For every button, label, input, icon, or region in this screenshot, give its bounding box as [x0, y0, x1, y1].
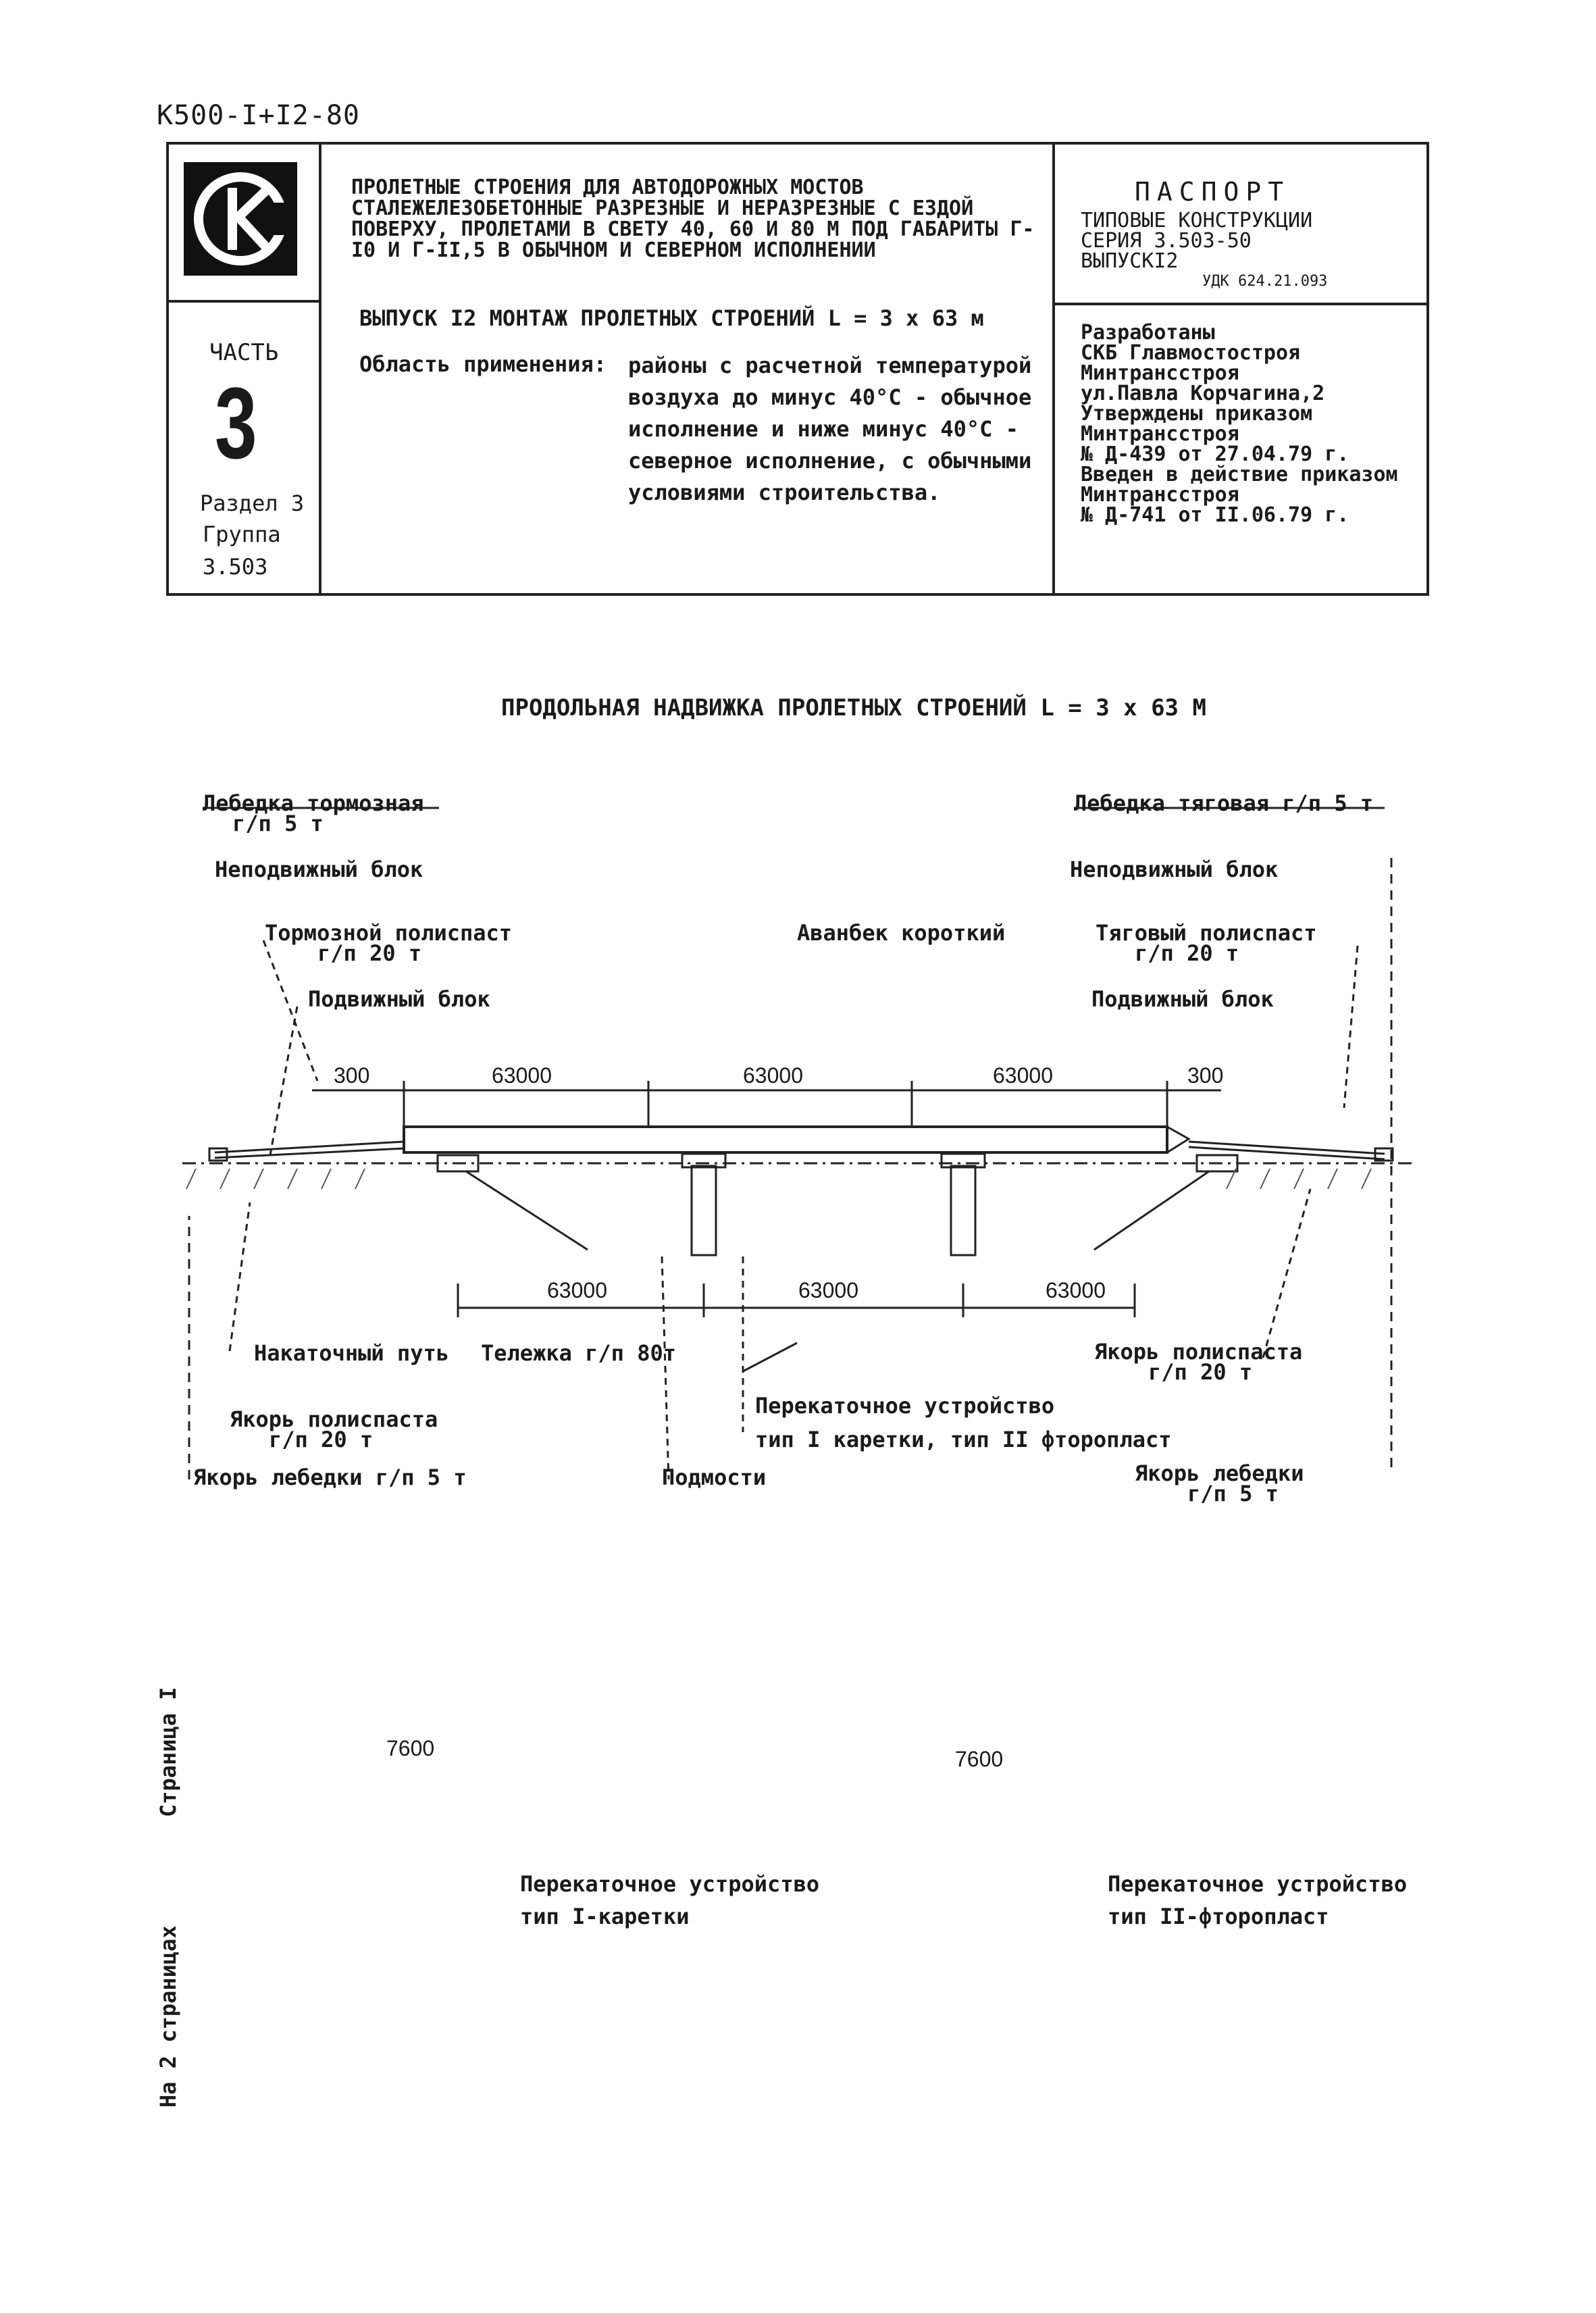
brake-tackle-label: Тормозной полиспаст [265, 920, 513, 946]
scaffold-label: Подмости [662, 1465, 767, 1490]
anchor-tackle-right-label: Якорь полиспаста [1094, 1339, 1303, 1365]
developer-line: Минтрансстроя [1081, 483, 1239, 507]
passport-line: СЕРИЯ 3.503-50 [1081, 229, 1252, 253]
detail-right-caption: Перекаточное устройство [1108, 1871, 1408, 1897]
developer-line: ул.Павла Корчагина,2 [1081, 382, 1325, 405]
anchor-left [209, 1148, 227, 1161]
developer-line: Минтрансстроя [1081, 361, 1239, 385]
dimension-bottom: 63000 [547, 1278, 607, 1302]
anchor-tackle-left-capacity: г/п 20 т [269, 1427, 374, 1452]
dimension-top: 63000 [743, 1063, 803, 1088]
issue-line: ВЫПУСК I2 МОНТАЖ ПРОЛЕТНЫХ СТРОЕНИЙ L = 3 х 63 м [359, 305, 984, 331]
fixed-block-left-label: Неподвижный блок [215, 857, 423, 882]
group-code: 3.503 [203, 554, 268, 580]
developer-line: СКБ Главмостостроя [1081, 341, 1301, 365]
document-title: ПРОЛЕТНЫЕ СТРОЕНИЯ ДЛЯ АВТОДОРОЖНЫХ МОСТОВ СТАЛЕЖЕЛЕЗОБЕТОННЫЕ РАЗРЕЗНЫЕ И НЕРАЗРЕЗНЫЕ С ЕЗДОЙ ПОВЕРХУ, ПРОЛЕТАМИ В СВЕТУ 40, 60 И 80 М ПОД ГАБАРИТЫ Г-I0 И Г-II,5 В ОБЫЧНОМ И СЕВЕРНОМ ИСПОЛНЕНИИ [351, 176, 1035, 262]
brake-winch-label: Лебедка тормозная [203, 790, 424, 816]
detail-right-type: тип II-фторопласт [1108, 1904, 1329, 1929]
avanbek-label: Аванбек короткий [797, 920, 1006, 946]
developer-line: № Д-741 от II.06.79 г. [1081, 503, 1349, 527]
traction-tackle-line [1189, 1142, 1385, 1154]
udk-code: УДК 624.21.093 [1202, 273, 1328, 290]
traction-tackle-capacity: г/п 20 т [1135, 940, 1239, 966]
developer-line: Минтрансстроя [1081, 422, 1239, 446]
anchor-tackle-right-capacity: г/п 20 т [1148, 1359, 1253, 1385]
detail-right-width: 7600 [955, 1747, 1004, 1771]
part-label: ЧАСТЬ [209, 339, 279, 366]
traction-tackle-label: Тяговый полиспаст [1096, 920, 1317, 946]
developer-line: Введен в действие приказом [1081, 463, 1398, 486]
anchor-winch-right-label: Якорь лебедки [1135, 1460, 1304, 1486]
scope-text: районы с расчетной температурой воздуха до минус 40°С - обычное исполнение и ниже минус 40°С - северное исполнение, с обычными условиями строительства. [628, 353, 1032, 505]
trolley-label: Тележка г/п 80т [481, 1340, 676, 1366]
anchor-tackle-left-label: Якорь полиспаста [230, 1406, 438, 1432]
section-label: Раздел 3 [200, 490, 305, 516]
embankment-left [466, 1171, 588, 1250]
avanbek-nose [1167, 1127, 1189, 1152]
document-code: К500-I+I2-80 [157, 100, 360, 131]
scope-label: Область применения: [359, 351, 607, 377]
brake-tackle-capacity: г/п 20 т [317, 940, 422, 966]
movable-block-right-label: Подвижный блок [1091, 986, 1274, 1012]
passport-title: ПАСПОРТ [1135, 177, 1291, 207]
girder [404, 1127, 1167, 1152]
passport-line: ВЫПУСКI2 [1081, 249, 1179, 273]
drawing-title: ПРОДОЛЬНАЯ НАДВИЖКА ПРОЛЕТНЫХ СТРОЕНИЙ L = 3 х 63 М [501, 694, 1206, 721]
dimension-top: 63000 [993, 1063, 1053, 1088]
embankment-right [1094, 1171, 1209, 1250]
movable-block-left-label: Подвижный блок [308, 986, 490, 1012]
rolling-track-label: Накаточный путь [254, 1340, 449, 1366]
developer-line: № Д-439 от 27.04.79 г. [1081, 442, 1349, 466]
fixed-block-right-label: Неподвижный блок [1070, 857, 1279, 882]
developer-line: Разработаны [1081, 321, 1215, 345]
developer-line: Утверждены приказом [1081, 402, 1313, 426]
brake-winch-capacity: г/п 5 т [232, 811, 324, 836]
transfer-device-types: тип I каретки, тип II фторопласт [755, 1427, 1172, 1452]
group-label: Группа [203, 522, 281, 547]
part-number: 3 [215, 366, 257, 480]
detail-left-type: тип I-каретки [520, 1904, 690, 1929]
pier [692, 1166, 716, 1255]
transfer-device-label: Перекаточное устройство [755, 1393, 1055, 1419]
page-total: На 2 страницах [155, 1925, 181, 2108]
passport-line: ТИПОВЫЕ КОНСТРУКЦИИ [1081, 209, 1313, 232]
anchor-winch-left-label: Якорь лебедки г/п 5 т [193, 1465, 467, 1490]
dimension-bottom: 63000 [798, 1278, 858, 1302]
dimension-top: 300 [1187, 1063, 1224, 1088]
detail-left-width: 7600 [386, 1736, 435, 1760]
pier [951, 1166, 975, 1255]
dimension-bottom: 63000 [1046, 1278, 1106, 1302]
anchor-winch-right-capacity: г/п 5 т [1187, 1481, 1279, 1506]
detail-left-caption: Перекаточное устройство [520, 1871, 820, 1897]
traction-winch-label: Лебедка тяговая г/п 5 т [1074, 790, 1374, 816]
page-number: Страница I [155, 1687, 181, 1817]
dimension-top: 63000 [492, 1063, 552, 1088]
dimension-top: 300 [334, 1063, 370, 1088]
